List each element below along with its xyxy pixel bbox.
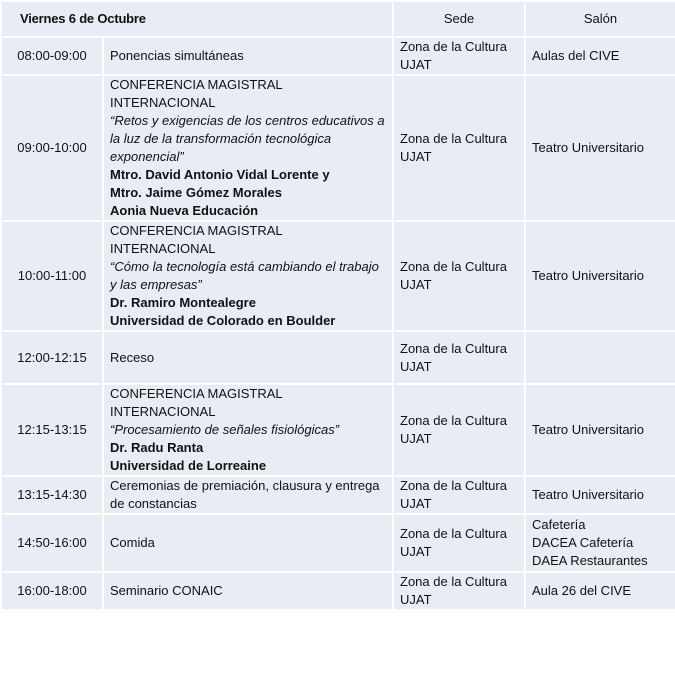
event-cell [103,37,393,75]
speaker-line: Dr. Ramiro Montealegre [110,295,256,310]
event-kicker: CONFERENCIA MAGISTRAL INTERNACIONAL [110,223,283,256]
event-cell [103,514,393,572]
time-cell: 14:50-16:00 [1,514,103,572]
speaker-line: Aonia Nueva Educación [110,203,259,218]
salon-cell [525,331,675,384]
schedule-row [1,75,675,221]
salon-line: DACEA Cafetería [532,535,634,550]
speaker-line: Universidad de Lorreaine [110,458,267,473]
sede-cell: Zona de la Cultura UJAT [393,514,525,572]
salon-line: DAEA Restaurantes [532,553,648,568]
salon-cell [525,75,675,221]
salon-line: Teatro Universitario [532,268,645,283]
sede-column-header: Sede [393,1,525,37]
event-cell [103,384,393,476]
time-cell: 09:00-10:00 [1,75,103,221]
time-cell: 16:00-18:00 [1,572,103,610]
salon-line: Teatro Universitario [532,140,645,155]
event-cell [103,476,393,514]
event-cell [103,572,393,610]
sede-cell: Zona de la Cultura UJAT [393,331,525,384]
schedule-row [1,331,675,384]
salon-line: Teatro Universitario [532,487,645,502]
day-title: Viernes 6 de Octubre [1,1,393,37]
event-label: Ponencias simultáneas [110,48,244,63]
header-row [1,1,675,37]
salon-line: Aulas del CIVE [532,48,620,63]
sede-cell: Zona de la Cultura UJAT [393,572,525,610]
talk-title: “Procesamiento de señales fisiológicas” [110,422,340,437]
salon-line: Aula 26 del CIVE [532,583,632,598]
event-label: Receso [110,349,155,365]
event-label: Ceremonias de premiación, clausura y entrega de constancias [110,478,380,511]
sede-cell: Zona de la Cultura UJAT [393,384,525,476]
time-cell: 08:00-09:00 [1,37,103,75]
event-cell [103,331,393,384]
schedule-row [1,514,675,572]
speaker-line: Mtro. David Antonio Vidal Lorente y [110,167,330,182]
schedule-row [1,221,675,331]
time-cell: 13:15-14:30 [1,476,103,514]
sede-cell: Zona de la Cultura UJAT [393,75,525,221]
time-cell: 12:00-12:15 [1,331,103,384]
event-kicker: CONFERENCIA MAGISTRAL INTERNACIONAL [110,77,283,110]
schedule-row [1,476,675,514]
event-cell [103,221,393,331]
event-kicker: CONFERENCIA MAGISTRAL INTERNACIONAL [110,386,283,419]
salon-line: Cafetería [532,517,586,532]
sede-cell: Zona de la Cultura UJAT [393,37,525,75]
salon-cell [525,514,675,572]
time-cell: 10:00-11:00 [1,221,103,331]
time-cell: 12:15-13:15 [1,384,103,476]
talk-title: “Retos y exigencias de los centros educativos a la luz de la transformación tecnológica exponencial” [110,113,385,164]
salon-line: Teatro Universitario [532,422,645,437]
event-label: Seminario CONAIC [110,583,223,598]
speaker-line: Universidad de Colorado en Boulder [110,313,336,328]
speaker-line: Dr. Radu Ranta [110,440,204,455]
schedule-row [1,572,675,610]
sede-cell: Zona de la Cultura UJAT [393,476,525,514]
talk-title: “Cómo la tecnología está cambiando el trabajo y las empresas” [110,259,379,292]
salon-cell [525,37,675,75]
event-label: Comida [110,535,155,550]
event-cell [103,75,393,221]
schedule-row [1,384,675,476]
salon-cell [525,476,675,514]
salon-cell [525,384,675,476]
speaker-line: Mtro. Jaime Gómez Morales [110,185,282,200]
salon-cell [525,572,675,610]
salon-cell [525,221,675,331]
schedule-row [1,37,675,75]
salon-column-header: Salón [525,1,675,37]
sede-cell: Zona de la Cultura UJAT [393,221,525,331]
